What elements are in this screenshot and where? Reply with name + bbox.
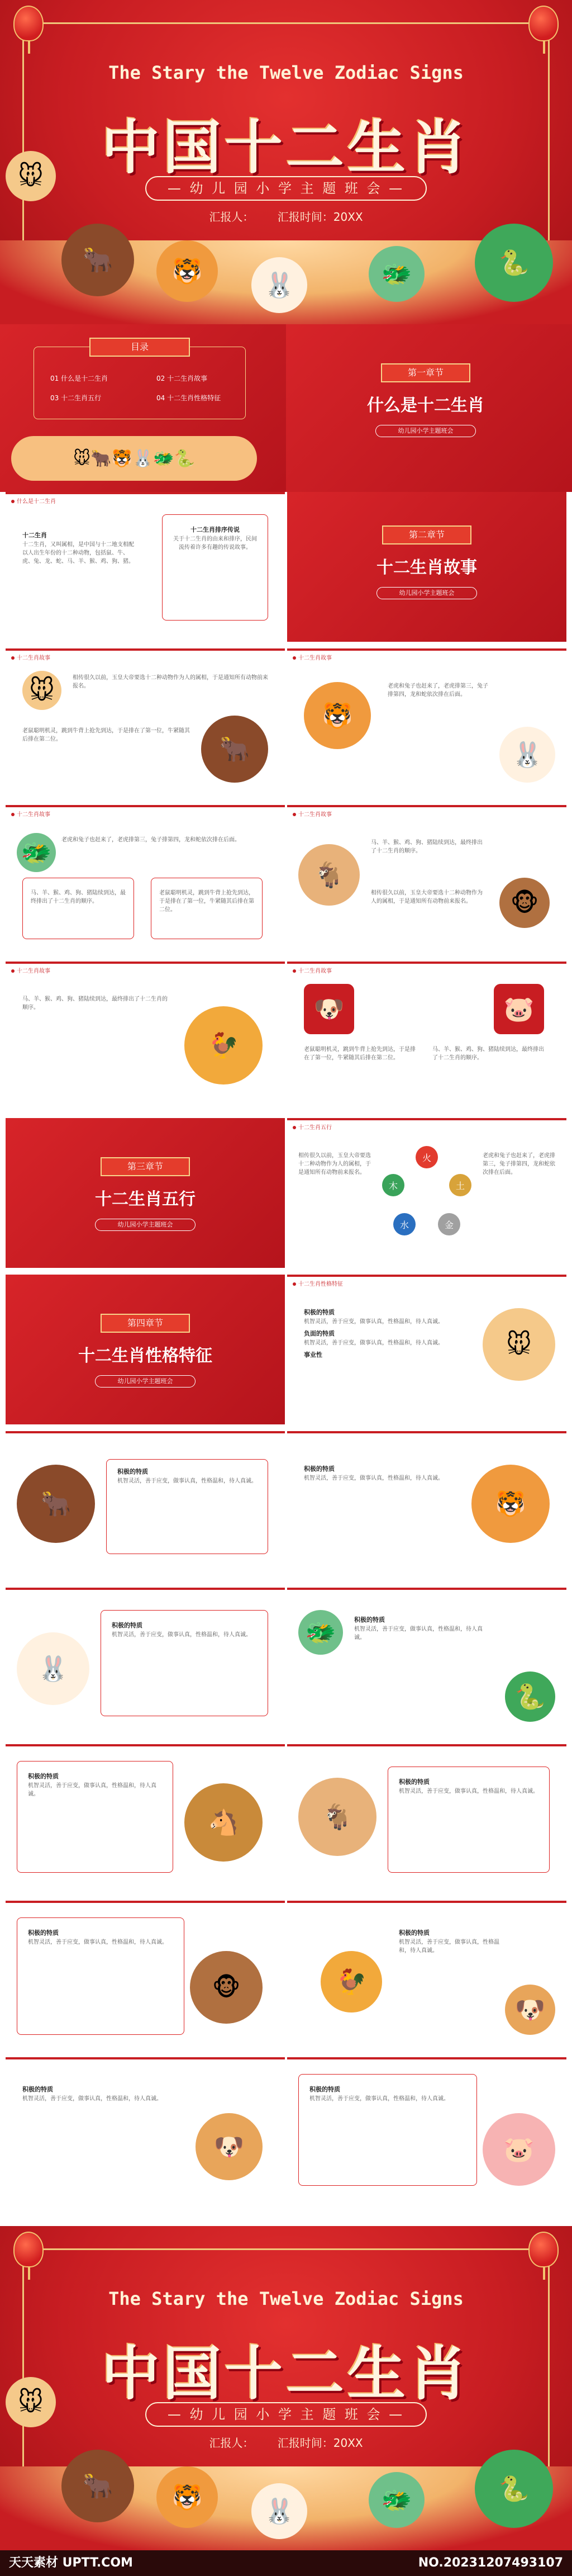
section-body: 十二生肖，又叫属相，是中国与十二地支相配以人出生年份的十二种动物，包括鼠、牛、虎、兔、龙、蛇、马、羊、猴、鸡、狗、猪。	[22, 542, 134, 565]
tiger-icon: 🐯	[304, 682, 371, 749]
lantern-icon	[13, 2232, 44, 2267]
story-paragraph: 马、羊、猴、鸡、狗、猪陆续到达，最终排出了十二生肖的顺序。	[22, 996, 168, 1011]
chapter-title: 什么是十二生肖	[367, 396, 484, 415]
trait-label: 负面的特质	[304, 1330, 335, 1337]
zodiac-row-icon: 🐭🐂🐯🐰🐲🐍	[11, 436, 257, 481]
dog-icon: 🐶	[196, 2113, 263, 2180]
trait-body: 机智灵活，善于应变，做事认真，性格温和，待人真诚。	[304, 1475, 444, 1481]
story-body: 关于十二生肖的由来和排序，民间流传着许多有趣的传说故事。	[173, 536, 257, 551]
pig-icon: 🐷	[494, 984, 544, 1034]
story-paragraph: 马、羊、猴、鸡、狗、猪陆续到达，最终排出了十二生肖的顺序。	[432, 1046, 544, 1061]
trait-body: 机智灵活，善于应变，做事认真，性格温和，待人真诚。	[28, 1939, 168, 1945]
slide-story-5	[6, 962, 285, 1111]
subtitle-pill: — 幼 儿 园 小 学 主 题 班 会 —	[145, 2402, 427, 2427]
slide-trait-rabbit	[6, 1588, 285, 1737]
lantern-icon	[13, 6, 44, 41]
slide-trait-mouse	[287, 1275, 566, 1424]
story-paragraph: 老虎和兔子也赶来了，老虎排第三，兔子排第四，龙和蛇依次排在后面。	[61, 837, 240, 843]
trait-body: 机智灵活，善于应变，做事认真，性格温和，待人真诚。	[22, 2096, 162, 2102]
slide-trait-goat	[287, 1744, 566, 1894]
page-title: 中国十二生肖	[101, 2339, 470, 2408]
section-text	[22, 531, 134, 566]
watermark-left: 天天素材 UPTT.COM	[9, 2556, 133, 2570]
slide-header: 十二生肖故事	[298, 968, 332, 974]
chapter-pill: 幼儿园小学主题班会	[376, 587, 477, 599]
reporter-label: 汇报人：	[209, 2436, 254, 2450]
trait-label: 事业性	[304, 1351, 322, 1358]
story-paragraph: 老虎和兔子也赶来了，老虎排第三，兔子排第四，龙和蛇依次排在后面。	[388, 683, 488, 698]
trait-body: 机智灵活，善于应变，做事认真，性格温和，待人真诚。	[304, 1340, 444, 1346]
slide-header: 十二生肖故事	[298, 655, 332, 661]
trait-label: 积极的特质	[112, 1622, 142, 1629]
element-fire-icon: 火	[416, 1146, 438, 1168]
goat-icon: 🐐	[298, 844, 360, 906]
slide-header: 什么是十二生肖	[17, 499, 56, 505]
toc-title: 目录	[89, 338, 190, 357]
chapter-badge: 第三章节	[101, 1157, 190, 1176]
trait-label: 积极的特质	[117, 1468, 148, 1475]
dragon-icon: 🐲	[369, 246, 425, 302]
trait-label: 积极的特质	[22, 2086, 53, 2093]
rabbit-icon: 🐰	[499, 727, 555, 783]
horse-icon: 🐴	[184, 1783, 263, 1862]
toc-item: 01 什么是十二生肖	[50, 375, 108, 382]
chapter-badge: 第四章节	[101, 1314, 190, 1333]
trait-body: 机智灵活，善于应变，做事认真，性格温和，待人真诚。	[28, 1783, 156, 1797]
dragon-icon: 🐲	[298, 1610, 343, 1655]
chapter-title: 十二生肖性格特征	[78, 1346, 212, 1366]
story-paragraph: 老鼠聪明机灵，跳到牛背上抢先到达，于是排在了第一位，牛紧随其后排在第二位。	[159, 890, 254, 913]
element-text: 相传很久以前，玉皇大帝要选十二种动物作为人的属相，于是通知所有动物前来报名。	[298, 1153, 371, 1176]
trait-label: 积极的特质	[28, 1929, 59, 1936]
time-label: 汇报时间：20XX	[277, 210, 363, 224]
watermark-footer	[0, 2550, 572, 2576]
mouse-icon: 🐭	[22, 671, 61, 710]
element-metal-icon: 金	[438, 1213, 460, 1235]
trait-label: 积极的特质	[399, 1778, 430, 1786]
slide-trait-monkey	[6, 1901, 285, 2051]
chapter-pill: 幼儿园小学主题班会	[95, 1219, 196, 1231]
story-paragraph: 马、羊、猴、鸡、狗、猪陆续到达，最终排出了十二生肖的顺序。	[371, 840, 483, 854]
dragon-icon: 🐲	[17, 833, 56, 872]
slide-story-6	[287, 962, 566, 1111]
slide-trait-rooster	[287, 1901, 566, 2051]
slide-chapter-2	[287, 492, 566, 642]
snake-icon: 🐍	[475, 2450, 553, 2528]
reporter-line	[0, 208, 572, 224]
slide-chapter-4	[6, 1275, 285, 1424]
reporter-label: 汇报人：	[209, 210, 254, 224]
slide-trait-pig	[287, 2057, 566, 2207]
slide-five-elements	[287, 1118, 566, 1268]
hero-cover-bottom	[0, 2226, 572, 2550]
pig-icon: 🐷	[483, 2113, 555, 2186]
trait-label: 积极的特质	[309, 2086, 340, 2093]
monkey-icon: 🐵	[190, 1951, 263, 2024]
trait-label: 积极的特质	[354, 1616, 385, 1623]
watermark-right: NO.20231207493107	[418, 2556, 563, 2570]
mouse-icon: 🐭	[6, 2377, 56, 2427]
slide-trait-dragon	[287, 1588, 566, 1737]
toc-item: 02 十二生肖故事	[156, 375, 208, 382]
rooster-icon: 🐓	[184, 1006, 263, 1085]
story-heading: 十二生肖排序传说	[190, 526, 240, 533]
trait-body: 机智灵活，善于应变，做事认真，性格温和，待人真诚。	[309, 2096, 449, 2102]
trait-text	[28, 1929, 173, 1947]
element-wood-icon: 木	[382, 1174, 404, 1196]
trait-body: 机智灵活，善于应变，做事认真，性格温和，待人真诚。	[354, 1626, 483, 1641]
trait-label: 积极的特质	[304, 1465, 335, 1472]
slide-header: 十二生肖故事	[17, 812, 50, 818]
story-paragraph: 老鼠聪明机灵，跳到牛背上抢先到达，于是排在了第一位，牛紧随其后排在第二位。	[22, 728, 190, 742]
trait-text	[304, 1465, 460, 1483]
trait-text	[117, 1467, 257, 1485]
slide-trait-ox	[6, 1431, 285, 1581]
english-title: The Stary the Twelve Zodiac Signs	[108, 2288, 464, 2309]
subtitle-pill: — 幼 儿 园 小 学 主 题 班 会 —	[145, 176, 427, 201]
slide-header: 十二生肖故事	[17, 655, 50, 661]
dragon-icon: 🐲	[369, 2472, 425, 2528]
slide-toc	[0, 324, 286, 492]
chapter-badge: 第二章节	[382, 525, 471, 544]
lantern-icon	[528, 6, 559, 41]
story-card	[22, 878, 134, 939]
slide-header: 十二生肖故事	[298, 812, 332, 818]
slide-chapter-1	[286, 324, 572, 492]
toc-card	[34, 347, 246, 419]
page-title: 中国十二生肖	[101, 113, 470, 182]
slide-what-is	[6, 492, 285, 642]
monkey-icon: 🐵	[499, 878, 550, 928]
trait-body: 机智灵活，善于应变，做事认真，性格温和，待人真诚。	[304, 1319, 444, 1325]
trait-body: 机智灵活，善于应变，做事认真，性格温和，待人真诚。	[112, 1632, 251, 1638]
ox-icon: 🐂	[201, 716, 268, 783]
slide-chapter-3	[6, 1118, 285, 1268]
trait-label: 积极的特质	[304, 1309, 335, 1316]
ox-icon: 🐂	[17, 1465, 95, 1543]
chapter-title: 十二生肖故事	[376, 558, 477, 577]
trait-text	[22, 2085, 179, 2103]
trait-body: 机智灵活，善于应变，做事认真，性格温和，待人真诚。	[117, 1478, 257, 1484]
rabbit-icon: 🐰	[251, 257, 307, 313]
trait-label: 积极的特质	[28, 1773, 59, 1780]
slide-header: 十二生肖性格特征	[298, 1281, 343, 1287]
tiger-icon: 🐯	[471, 1465, 550, 1543]
chapter-pill: 幼儿园小学主题班会	[375, 425, 476, 437]
trait-text	[112, 1621, 257, 1639]
story-paragraph: 相传很久以前，玉皇大帝要选十二种动物作为人的属相，于是通知所有动物前来报名。	[371, 890, 483, 905]
time-label: 汇报时间：20XX	[277, 2436, 363, 2450]
slide-trait-tiger	[287, 1431, 566, 1581]
rabbit-icon: 🐰	[251, 2483, 307, 2539]
hero-cover-top	[0, 0, 572, 324]
element-earth-icon: 土	[449, 1174, 471, 1196]
story-text	[173, 525, 257, 552]
story-paragraph: 老鼠聪明机灵，跳到牛背上抢先到达，于是排在了第一位，牛紧随其后排在第二位。	[304, 1046, 416, 1061]
story-paragraph: 马、羊、猴、鸡、狗、猪陆续到达，最终排出了十二生肖的顺序。	[31, 890, 126, 905]
element-text: 老虎和兔子也赶来了，老虎排第三，兔子排第四，龙和蛇依次排在后面。	[483, 1153, 555, 1176]
chapter-badge: 第一章节	[381, 363, 470, 382]
trait-text	[399, 1929, 499, 1955]
slide-trait-horse	[6, 1744, 285, 1894]
slide-story-3	[6, 805, 285, 955]
dog-icon: 🐶	[505, 1985, 555, 2035]
tiger-icon: 🐯	[156, 240, 218, 302]
rooster-icon: 🐓	[321, 1951, 382, 2012]
slide-story-2	[287, 648, 566, 798]
section-heading: 十二生肖	[22, 532, 47, 539]
toc-item: 04 十二生肖性格特征	[156, 394, 221, 402]
trait-body: 机智灵活，善于应变，做事认真，性格温和，待人真诚。	[399, 1939, 499, 1954]
chapter-pill: 幼儿园小学主题班会	[95, 1375, 196, 1388]
lantern-icon	[528, 2232, 559, 2267]
slide-story-4	[287, 805, 566, 955]
tiger-icon: 🐯	[156, 2466, 218, 2528]
trait-text	[399, 1778, 538, 1796]
trait-text	[304, 1308, 460, 1360]
ox-icon: 🐂	[61, 224, 134, 296]
slide-header: 十二生肖故事	[17, 968, 50, 974]
slide-story-1	[6, 648, 285, 798]
ox-icon: 🐂	[61, 2450, 134, 2522]
chapter-title: 十二生肖五行	[95, 1190, 196, 1209]
english-title: The Stary the Twelve Zodiac Signs	[108, 62, 464, 83]
trait-text	[28, 1772, 162, 1798]
trait-body: 机智灵活，善于应变，做事认真，性格温和，待人真诚。	[399, 1788, 538, 1794]
story-paragraph: 相传很久以前，玉皇大帝要选十二种动物作为人的属相，于是通知所有动物前来报名。	[73, 675, 268, 689]
trait-label: 积极的特质	[399, 1929, 430, 1936]
trait-text	[354, 1616, 488, 1642]
goat-icon: 🐐	[298, 1778, 376, 1856]
toc-item: 03 十二生肖五行	[50, 394, 102, 402]
mouse-icon: 🐭	[6, 151, 56, 201]
snake-icon: 🐍	[475, 224, 553, 302]
reporter-line	[0, 2434, 572, 2450]
snake-icon: 🐍	[505, 1671, 555, 1722]
rabbit-icon: 🐰	[17, 1632, 89, 1705]
element-water-icon: 水	[393, 1213, 416, 1235]
slide-header: 十二生肖五行	[298, 1125, 332, 1131]
slide-trait-dog	[6, 2057, 285, 2207]
mouse-icon: 🐭	[483, 1308, 555, 1381]
trait-text	[309, 2085, 466, 2103]
dog-icon: 🐶	[304, 984, 354, 1034]
